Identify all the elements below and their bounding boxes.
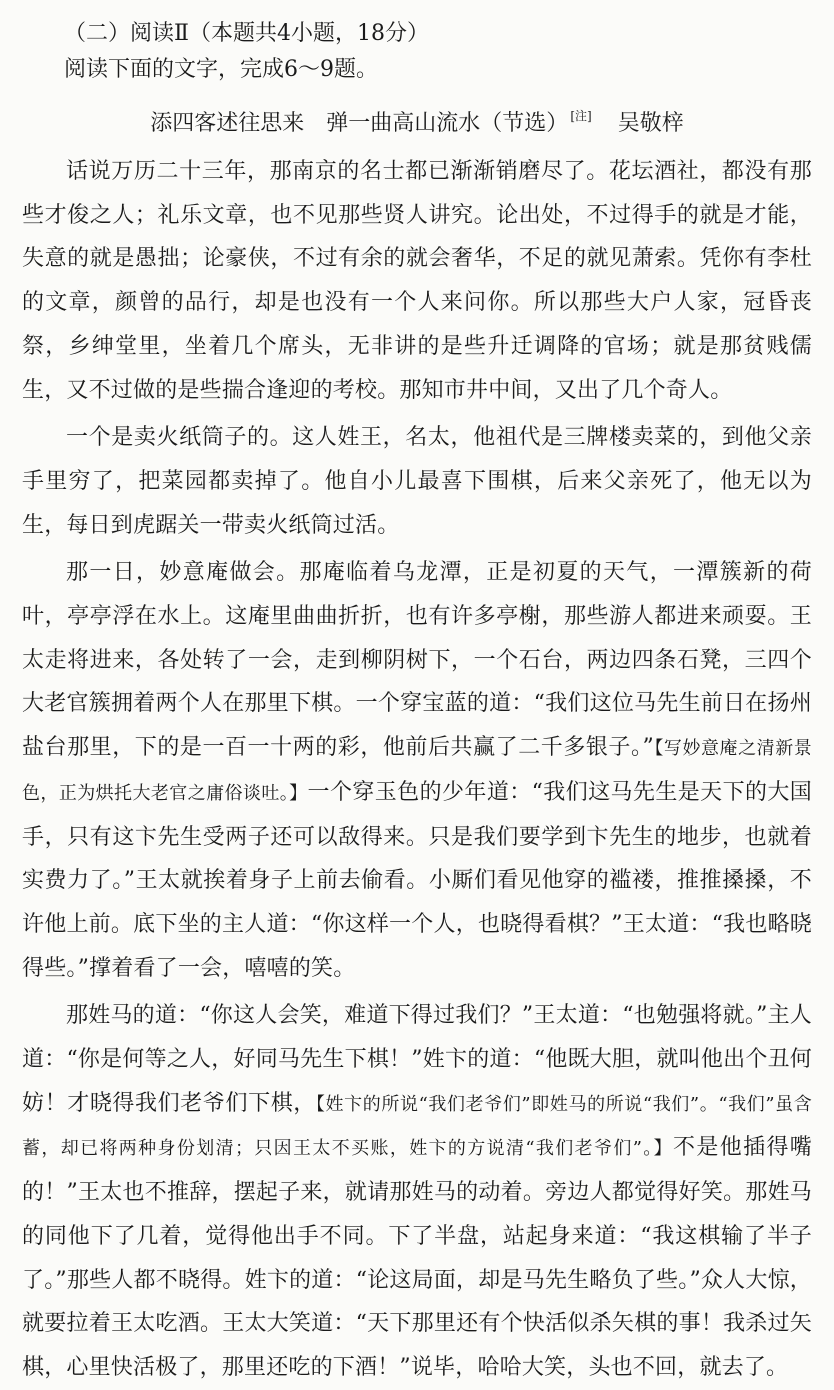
- paragraph-2: [22, 416, 812, 547]
- section-heading: （二）阅读Ⅱ（本题共4小题，18分）: [64, 21, 429, 46]
- paragraph-text: 话说万历二十三年，那南京的名士都已渐渐销磨尽了。花坛酒社，都没有那些才俊之人；礼乐文章，也不见那些贤人讲究。论出处，不过得手的就是才能，失意的就是愚拙；论豪侠，不过有余的就会奢华，不足的就见萧索。凭你有李杜的文章，颜曾的品行，却是也没有一个人来问你。所以那些大户人家，冠昏丧祭，乡绅堂里，坐着几个席头，无非讲的是些升迁调降的官场；就是那贫贱儒生，又不过做的是些揣合逢迎的考校。那知市井中间，又出了几个奇人。: [22, 159, 812, 403]
- article-body: [22, 150, 812, 1390]
- paragraph-1: [22, 150, 812, 412]
- paragraph-text: 那姓马的道：“你这人会笑，难道下得过我们？”王太道：“也勉强将就。”主人道：“你是何等之人，好同马先生下棋！”姓卞的道：“他既大胆，就叫他出个丑何妨！才晓得我们老爷们下棋，: [22, 1003, 812, 1116]
- title-note-marker: [注]: [570, 109, 592, 123]
- paragraph-text-continued: 一个穿玉色的少年道：“我们这马先生是天下的大国手，只有这卞先生受两子还可以敌得来。只是我们要学到卞先生的地步，也就着实费力了。”王太就挨着身子上前去偷看。小厮们看见他穿的褴褛，推推搡搡，不许他上前。底下坐的主人道：“你这样一个人，也晓得看棋？”王太道：“我也略晓得些。”撑着看了一会，嘻嘻的笑。: [22, 779, 812, 981]
- article-title-row: [22, 96, 812, 144]
- paragraph-3: [22, 551, 812, 990]
- commentary-note: 【姓卞的所说“我们老爷们”即姓马的所说“我们”。“我们”虽含蓄，却已将两种身份划清；只因王太不买账，姓卞的方说清“我们老爷们”。】: [22, 1093, 812, 1160]
- article-title-part2: 弹一曲高山流水（节选）: [326, 111, 569, 136]
- commentary-note: 【写妙意庵之清新景色，正为烘托大老官之庸俗谈吐。】: [22, 738, 812, 804]
- paragraph-text-continued: 不是他插得嘴的！”王太也不推辞，摆起子来，就请那姓马的动着。旁边人都觉得好笑。那姓马的同他下了几着，觉得他出手不同。下了半盘，站起身来道：“我这棋输了半子了。”那些人都不晓得。姓卞的道：“论这局面，却是马先生略负了些。”众人大惊，就要拉着王太吃酒。王太大笑道：“天下那里还有个快活似杀矢棋的事！我杀过矢棋，心里快活极了，那里还吃的下酒！”说毕，哈哈大笑，头也不回，就去了。: [22, 1135, 812, 1380]
- paragraph-text: 那一日，妙意庵做会。那庵临着乌龙潭，正是初夏的天气，一潭簇新的荷叶，亭亭浮在水上。这庵里曲曲折折，也有许多亭榭，那些游人都进来顽耍。王太走将进来，各处转了一会，走到柳阴树下，一个石台，两边四条石凳，三四个大老官簇拥着两个人在那里下棋。一个穿宝蓝的道：“我们这位马先生前日在扬州盐台那里，下的是一百一十两的彩，他前后共赢了二千多银子。”: [22, 560, 812, 761]
- article-title-part1: 添四客述往思来: [150, 111, 305, 136]
- paragraph-text: 一个是卖火纸筒子的。这人姓王，名太，他祖代是三牌楼卖菜的，到他父亲手里穷了，把菜园都卖掉了。他自小儿最喜下围棋，后来父亲死了，他无以为生，每日到虎踞关一带卖火纸筒过活。: [22, 425, 812, 538]
- paragraph-4: [22, 994, 812, 1389]
- article-author: 吴敬梓: [617, 111, 684, 136]
- section-instruction: 阅读下面的文字，完成6～9题。: [64, 57, 378, 82]
